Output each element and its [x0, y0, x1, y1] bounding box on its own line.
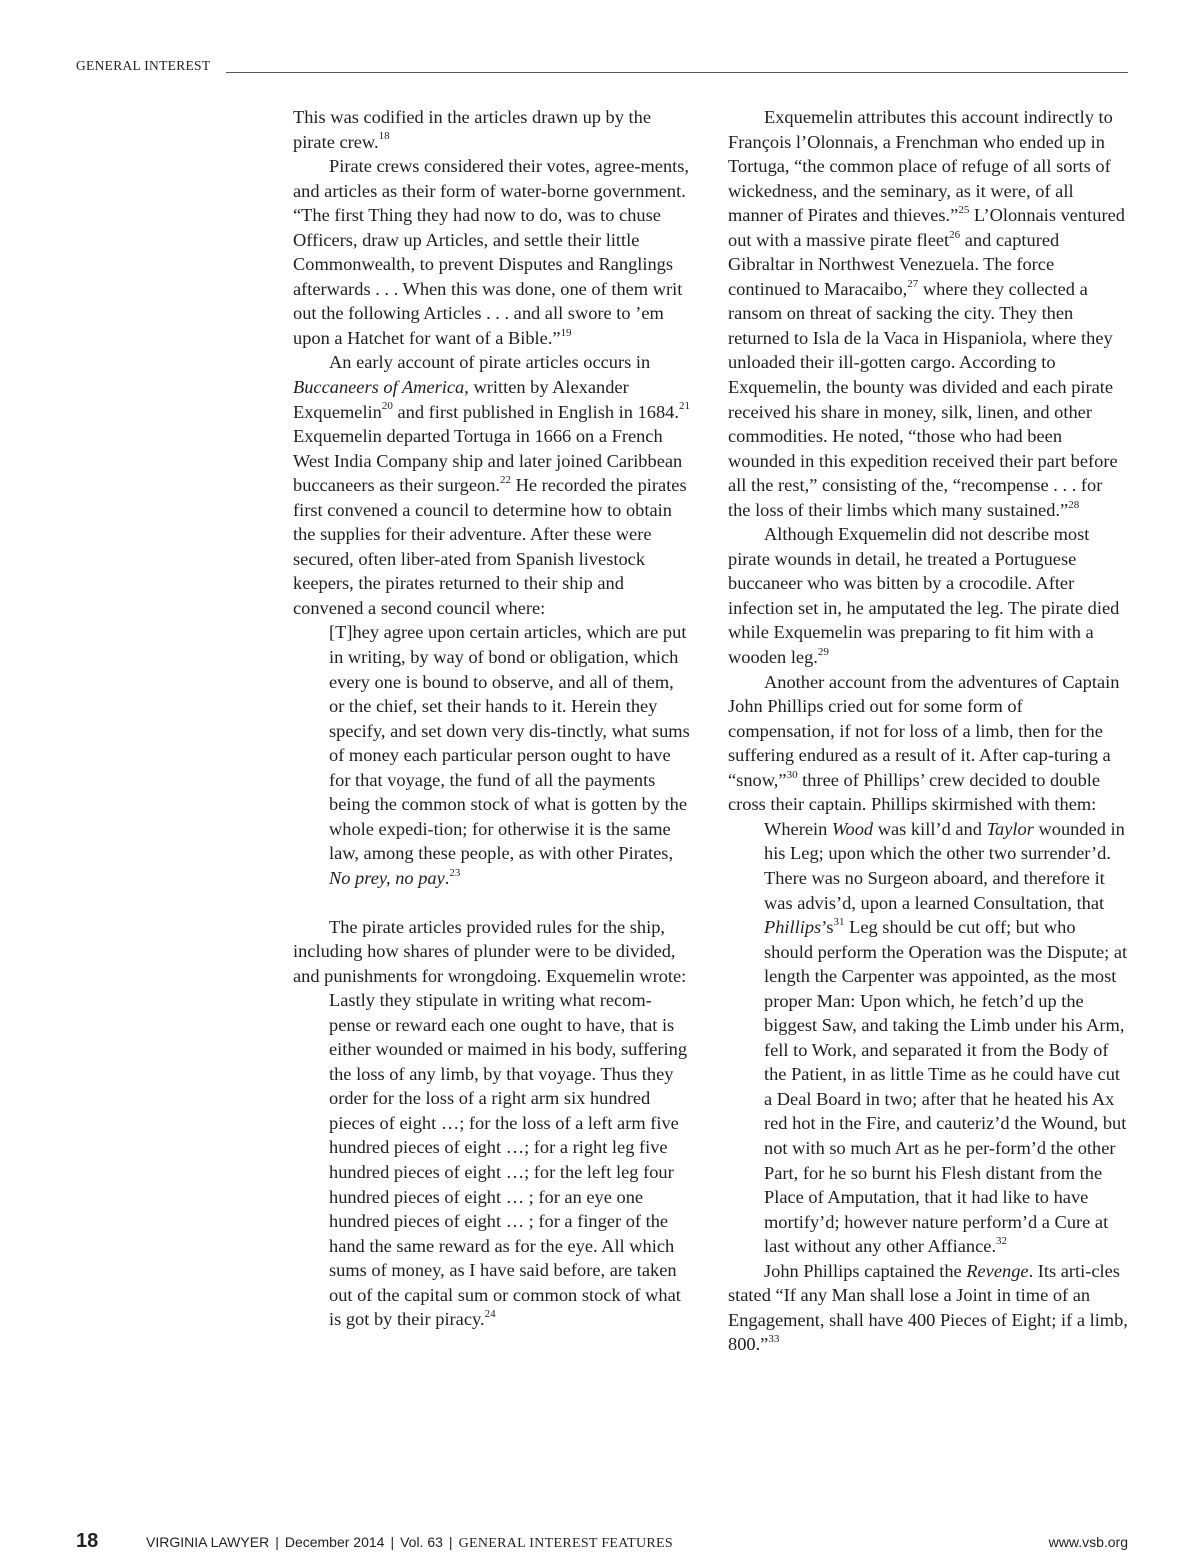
footnote-ref: 33: [768, 1333, 780, 1346]
paragraph: The pirate articles provided rules for the ship, including how shares of plunder were to be divided, and punishments for wrongdoing. Exquemelin wrote:: [293, 916, 687, 986]
block-quote: Lastly they stipulate in writing what recom-pense or reward each one ought to have, that is either wounded or maimed in his body, suffering the loss of any limb, by that voyage. Thus they order for the loss of a right arm six hundred pieces of eight …; for the loss of a left arm five hundred pieces of eight …; for a right leg five hundred pieces of eight …; for the left leg four hundred pieces of eight … ; for an eye one hundred pieces of eight … ; for a finger of the hand the same reward as for the eye. All which sums of money, as I have said before, are taken out of the capital sum or common stock of what is got by their piracy.$^{24}$: [329, 990, 688, 1330]
footnote-ref: 30: [786, 768, 798, 781]
publication-info: [146, 1534, 673, 1552]
footnote-ref: 28: [1068, 498, 1080, 511]
website-url: www.vsb.org: [1048, 1534, 1128, 1550]
section-label: GENERAL INTEREST: [76, 58, 216, 74]
paragraph: John Phillips captained the Revenge. Its arti-cles stated “If any Man shall lose a Joint in time of an Engagement, shall have 400 Pieces of Eight; if a limb, 800.”$^{33}$: [728, 1260, 1128, 1355]
footnote-ref: 20: [381, 400, 393, 413]
volume: Vol. 63: [400, 1534, 443, 1550]
page-footer: [76, 1530, 1128, 1554]
paragraph: Exquemelin attributes this account indirectly to François l’Olonnais, a Frenchman who ended up in Tortuga, “the common place of refuge of all sorts of wickedness, and the seminary, as it were, of all manner of Pirates and thieves.”$^{25}$ L’Olonnais ventured out with a massive pirate fleet$^{26}$ and captured Gibraltar in Northwest Venezuela. The force continued to Maracaibo,$^{27}$ where they collected a ransom on threat of sacking the city. They then returned to Isla de la Vaca in Hispaniola, where they unloaded their ill-gotten cargo. According to Exquemelin, the bounty was divided and each pirate received his share in money, silk, linen, and other commodities. He noted, “those who had been wounded in this expedition received their part before all the rest,” consisting of the, “recompense . . . for the loss of their limbs which many sustained.”$^{28}$: [728, 107, 1125, 520]
block-quote: Wherein Wood was kill’d and Taylor wounded in his Leg; upon which the other two surrender’d. There was no Surgeon aboard, and therefore it was advis’d, upon a learned Consultation, that Phillips’s$^{31}$ Leg should be cut off; but who should perform the Operation was the Dispute; at length the Carpenter was appointed, as the most proper Man: Upon which, he fetch’d up the biggest Saw, and taking the Limb under his Arm, fell to Work, and separated it from the Body of the Patient, in as little Time as he could have cut a Deal Board in two; after that he heated his Ax red hot in the Fire, and cauteriz’d the Wound, but not with so much Art as he per-form’d the other Part, for he so burnt his Flesh distant from the Place of Amputation, that it had like to have mortify’d; however nature perform’d a Cure at last without any other Affiance.$^{32}$: [764, 818, 1128, 1257]
section-name: GENERAL INTEREST FEATURES: [458, 1536, 673, 1551]
footnote-ref: 18: [378, 130, 390, 143]
footnote-ref: 31: [833, 915, 845, 928]
spacer: [293, 891, 693, 915]
issue-date: December 2014: [284, 1534, 385, 1550]
paragraph: This was codified in the articles drawn up by the pirate crew.$^{18}$: [293, 107, 652, 152]
right-column: [728, 105, 1128, 1357]
footnote-ref: 19: [560, 326, 572, 339]
footnote-ref: 26: [949, 228, 961, 241]
footnote-ref: 32: [996, 1235, 1008, 1248]
book-title: Buccaneers of America: [293, 377, 465, 398]
paragraph: An early account of pirate articles occurs in Buccaneers of America, written by Alexander Exquemelin$^{20}$ and first published in English in 1684.21 Exquemelin departed Tortuga in 1666 on a French West India Company ship and later joined Caribbean buccaneers as their surgeon.$^{22}$ He recorded the pirates first convened a council to determine how to obtain the supplies for their adventure. After these were secured, often liber-ated from Spanish livestock keepers, the pirates returned to their ship and convened a second council where:: [293, 352, 690, 618]
page-number: 18: [76, 1530, 99, 1552]
running-header: [76, 58, 1128, 78]
footnote-ref: 29: [817, 645, 829, 658]
left-column: [293, 105, 693, 1332]
footnote-ref: 22: [499, 474, 511, 487]
ship-name: Revenge: [966, 1260, 1029, 1281]
paragraph: Another account from the adventures of Captain John Phillips cried out for some form of compensation, if not for loss of a limb, then for the suffering endured as a result of it. After cap-turing a “snow,”$^{30}$ three of Phillips’ crew decided to double cross their captain. Phillips skirmished with them:: [728, 671, 1120, 815]
paragraph: Although Exquemelin did not describe most pirate wounds in detail, he treated a Portuguese buccaneer who was bitten by a crocodile. After infection set in, he amputated the leg. The pirate died while Exquemelin was preparing to fit him with a wooden leg.$^{29}$: [728, 524, 1120, 668]
publication-name: VIRGINIA LAWYER: [146, 1534, 270, 1550]
footnote-ref: 23: [449, 866, 461, 879]
separator: |: [448, 1534, 453, 1550]
footnote-ref: 21: [678, 400, 690, 413]
block-quote: [T]hey agree upon certain articles, which are put in writing, by way of bond or obligation, which every one is bound to observe, and all of them, or the chief, set their hands to it. Herein they specify, and set down very dis-tinctly, what sums of money each particular person ought to have for that voyage, the fund of all the payments being the common stock of what is gotten by the whole expedi-tion; for otherwise it is the same law, among these people, as with other Pirates, No prey, no pay.$^{23}$: [329, 622, 690, 888]
footnote-ref: 24: [484, 1308, 496, 1321]
footnote-ref: 27: [907, 277, 919, 290]
header-rule: [226, 72, 1128, 73]
footnote-ref: 25: [958, 204, 970, 217]
paragraph: Pirate crews considered their votes, agree-ments, and articles as their form of water-borne government. “The first Thing they had now to do, was to chuse Officers, draw up Articles, and settle their little Commonwealth, to prevent Disputes and Ranglings afterwards . . . When this was done, one of them writ out the following Articles . . . and all swore to ’em upon a Hatchet for want of a Bible.”$^{19}$: [293, 156, 690, 348]
separator: |: [390, 1534, 395, 1550]
separator: |: [275, 1534, 279, 1550]
